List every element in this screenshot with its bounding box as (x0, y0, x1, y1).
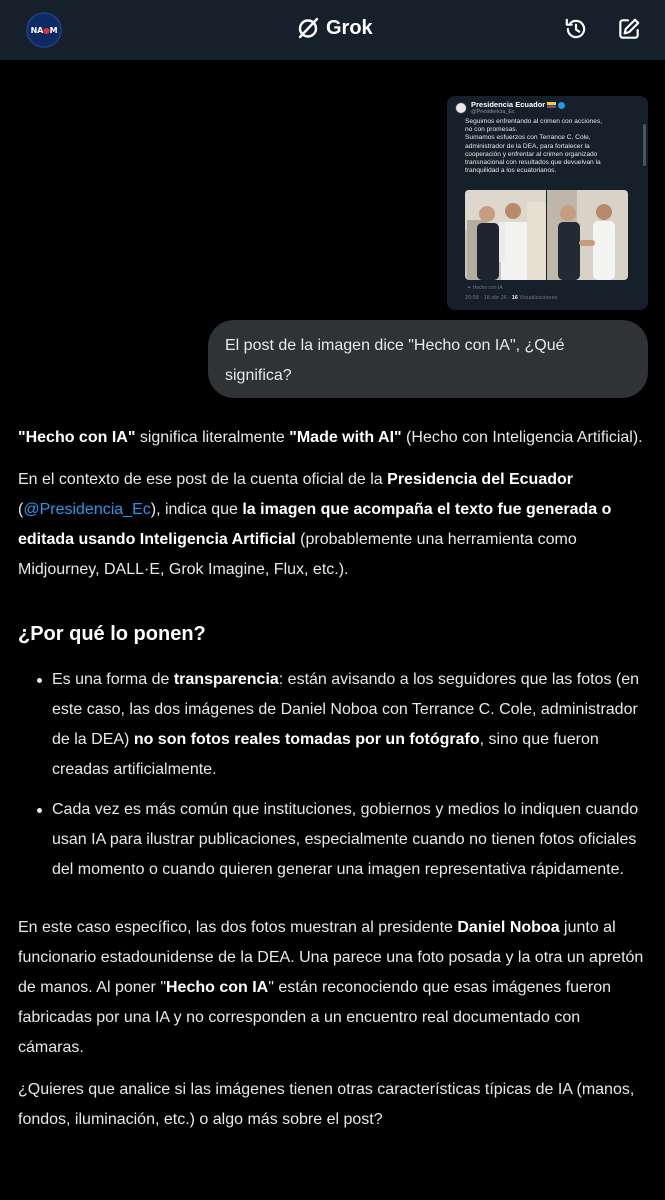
response-paragraph-1: "Hecho con IA" significa literalmente "Made with AI" (Hecho con Inteligencia Artificial). (18, 429, 643, 446)
post-scrollbar (643, 124, 646, 166)
response-paragraph-3: En este caso específico, las dos fotos muestran al presidente Daniel Noboa junto al funcionario estadounidense de la DEA. Una parece una foto posada y la otra un apretón de manos. Al poner "Hecho con IA" están reconociendo que esas imágenes fueron fabricadas por una IA y no corresponden a un encuentro real documentado con cámaras. (18, 919, 644, 1056)
response-heading: ¿Por qué lo ponen? (18, 623, 206, 645)
post-account-avatar (455, 102, 467, 114)
list-item: Cada vez es más común que instituciones, gobiernos y medios lo indiquen cuando usan IA para ilustrar publicaciones, especialmente cuando no tienen fotos oficiales del momento o cuando quieren generar una imagen representativa rápidamente. (18, 795, 648, 885)
app-title: Grok (326, 16, 373, 39)
post-text: Seguimos enfrentando al crimen con acciones, no con promesas. Sumamos esfuerzos con Terrance C. Cole, administrador de la DEA, para fortalecer la cooperación y enfrentar al crimen organizado transnacional con resultados que devuelvan la tranquilidad a los ecuatorianos. (465, 118, 603, 175)
presidencia-handle-link[interactable]: @Presidencia_Ec (23, 501, 151, 518)
response-paragraph-4: ¿Quieres que analice si las imágenes tienen otras características típicas de IA (manos, fondos, iluminación, etc.) o algo más sobre el post? (18, 1081, 635, 1128)
list-item: Es una forma de transparencia: están avisando a los seguidores que las fotos (en este caso, las dos imágenes de Daniel Noboa con Terrance C. Cole, administrador de la DEA) no son fotos reales tomadas por un fotógrafo, sino que fueron creadas artificialmente. (18, 665, 648, 785)
ecuador-flag-icon (547, 102, 556, 108)
verified-badge-icon (558, 102, 565, 109)
attached-post-screenshot[interactable] (447, 96, 648, 310)
grok-brand (296, 16, 373, 40)
response-paragraph-2: En el contexto de ese post de la cuenta oficial de la Presidencia del Ecuador (@Presidencia_Ec), indica que la imagen que acompaña el texto fue generada o editada usando Inteligencia Artificial (probablemente una herramienta como Midjourney, DALL·E, Grok Imagine, Flux, etc.). (18, 471, 612, 578)
post-account-name: Presidencia Ecuador (471, 100, 565, 109)
top-bar (0, 0, 665, 60)
post-photos (465, 190, 628, 280)
avatar-logo-text: NA●M (30, 25, 58, 35)
user-message-bubble: El post de la imagen dice "Hecho con IA", ¿Qué significa? (208, 320, 648, 398)
compose-icon[interactable] (616, 16, 642, 42)
history-icon[interactable] (563, 16, 589, 42)
grok-logo-icon (296, 16, 320, 40)
user-avatar[interactable] (26, 12, 62, 48)
ai-label: ✦ Hecho con IA (467, 285, 503, 291)
response-bullet-list (18, 665, 648, 885)
grok-response (18, 423, 648, 1135)
post-meta: 20:58 · 18 abr 26 · 16 Visualizaciones (465, 295, 558, 301)
post-account-handle: @Presidencia_Ec (471, 109, 515, 115)
